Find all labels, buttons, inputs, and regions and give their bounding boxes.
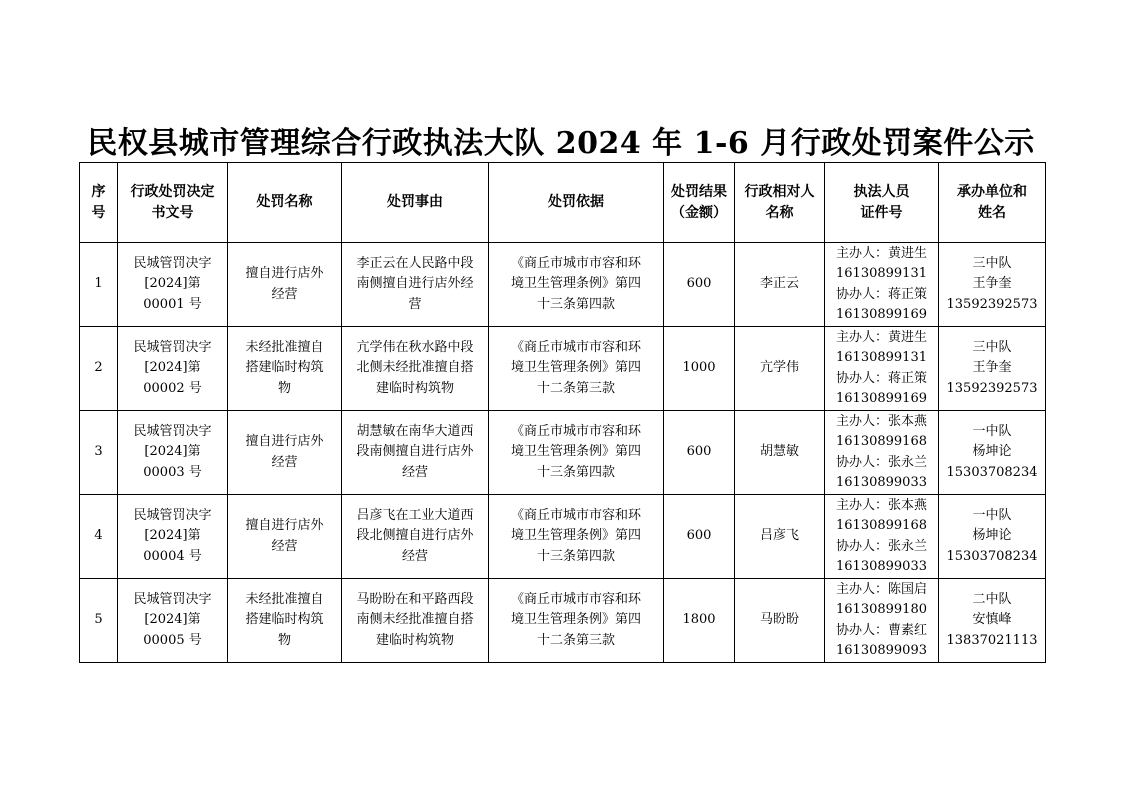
cell-penalty-reason: 吕彦飞在工业大道西 段北侧擅自进行店外 经营	[342, 495, 489, 579]
cell-penalty-result: 600	[664, 243, 735, 327]
cell-party-name: 吕彦飞	[735, 495, 825, 579]
cell-penalty-basis: 《商丘市城市市容和环 境卫生管理条例》第四 十二条第三款	[489, 579, 664, 663]
cell-penalty-basis: 《商丘市城市市容和环 境卫生管理条例》第四 十二条第三款	[489, 327, 664, 411]
header-penalty-basis: 处罚依据	[489, 163, 664, 243]
cell-penalty-name: 擅自进行店外 经营	[228, 495, 342, 579]
cell-seq: 5	[80, 579, 118, 663]
cell-unit-name: 二中队 安慎峰 13837021113	[939, 579, 1046, 663]
header-penalty-name: 处罚名称	[228, 163, 342, 243]
cell-party-name: 李正云	[735, 243, 825, 327]
cell-officer-ids: 主办人：张本燕 16130899168 协办人：张永兰 16130899033	[825, 411, 939, 495]
table-row	[80, 495, 1046, 579]
cell-penalty-result: 1800	[664, 579, 735, 663]
cell-officer-ids: 主办人：黄进生 16130899131 协办人：蒋正策 16130899169	[825, 243, 939, 327]
cell-officer-ids: 主办人：张本燕 16130899168 协办人：张永兰 16130899033	[825, 495, 939, 579]
cell-penalty-basis: 《商丘市城市市容和环 境卫生管理条例》第四 十三条第四款	[489, 495, 664, 579]
cell-penalty-name: 未经批准擅自 搭建临时构筑 物	[228, 579, 342, 663]
table-row	[80, 243, 1046, 327]
cell-doc-number: 民城管罚决字 [2024]第 00001 号	[118, 243, 228, 327]
table-row	[80, 327, 1046, 411]
table-row	[80, 411, 1046, 495]
cell-unit-name: 一中队 杨坤论 15303708234	[939, 495, 1046, 579]
cell-party-name: 马盼盼	[735, 579, 825, 663]
cell-doc-number: 民城管罚决字 [2024]第 00004 号	[118, 495, 228, 579]
cell-penalty-basis: 《商丘市城市市容和环 境卫生管理条例》第四 十三条第四款	[489, 243, 664, 327]
cell-penalty-basis: 《商丘市城市市容和环 境卫生管理条例》第四 十三条第四款	[489, 411, 664, 495]
header-seq: 序 号	[80, 163, 118, 243]
page-title: 民权县城市管理综合行政执法大队 2024 年 1-6 月行政处罚案件公示	[87, 126, 1035, 161]
cell-party-name: 亢学伟	[735, 327, 825, 411]
table-row	[80, 579, 1046, 663]
cell-penalty-reason: 马盼盼在和平路西段 南侧未经批准擅自搭 建临时构筑物	[342, 579, 489, 663]
cell-seq: 4	[80, 495, 118, 579]
cell-penalty-reason: 胡慧敏在南华大道西 段南侧擅自进行店外 经营	[342, 411, 489, 495]
header-party-name: 行政相对人 名称	[735, 163, 825, 243]
cell-seq: 3	[80, 411, 118, 495]
cell-party-name: 胡慧敏	[735, 411, 825, 495]
cell-unit-name: 三中队 王争奎 13592392573	[939, 243, 1046, 327]
cell-seq: 1	[80, 243, 118, 327]
table-header-row	[80, 163, 1046, 243]
cell-penalty-result: 600	[664, 411, 735, 495]
header-penalty-result: 处罚结果 （金额）	[664, 163, 735, 243]
cell-penalty-reason: 亢学伟在秋水路中段 北侧未经批准擅自搭 建临时构筑物	[342, 327, 489, 411]
cell-penalty-name: 未经批准擅自 搭建临时构筑 物	[228, 327, 342, 411]
cell-penalty-name: 擅自进行店外 经营	[228, 243, 342, 327]
header-doc-number: 行政处罚决定 书文号	[118, 163, 228, 243]
cell-doc-number: 民城管罚决字 [2024]第 00005 号	[118, 579, 228, 663]
penalty-cases-table	[79, 162, 1046, 663]
cell-officer-ids: 主办人：陈国启 16130899180 协办人：曹素红 16130899093	[825, 579, 939, 663]
cell-seq: 2	[80, 327, 118, 411]
cell-penalty-result: 1000	[664, 327, 735, 411]
cell-penalty-name: 擅自进行店外 经营	[228, 411, 342, 495]
header-penalty-reason: 处罚事由	[342, 163, 489, 243]
cell-penalty-result: 600	[664, 495, 735, 579]
cell-unit-name: 一中队 杨坤论 15303708234	[939, 411, 1046, 495]
cell-doc-number: 民城管罚决字 [2024]第 00002 号	[118, 327, 228, 411]
cell-unit-name: 三中队 王争奎 13592392573	[939, 327, 1046, 411]
header-unit-name: 承办单位和 姓名	[939, 163, 1046, 243]
cell-penalty-reason: 李正云在人民路中段 南侧擅自进行店外经 营	[342, 243, 489, 327]
cell-doc-number: 民城管罚决字 [2024]第 00003 号	[118, 411, 228, 495]
header-officer-ids: 执法人员 证件号	[825, 163, 939, 243]
cell-officer-ids: 主办人：黄进生 16130899131 协办人：蒋正策 16130899169	[825, 327, 939, 411]
